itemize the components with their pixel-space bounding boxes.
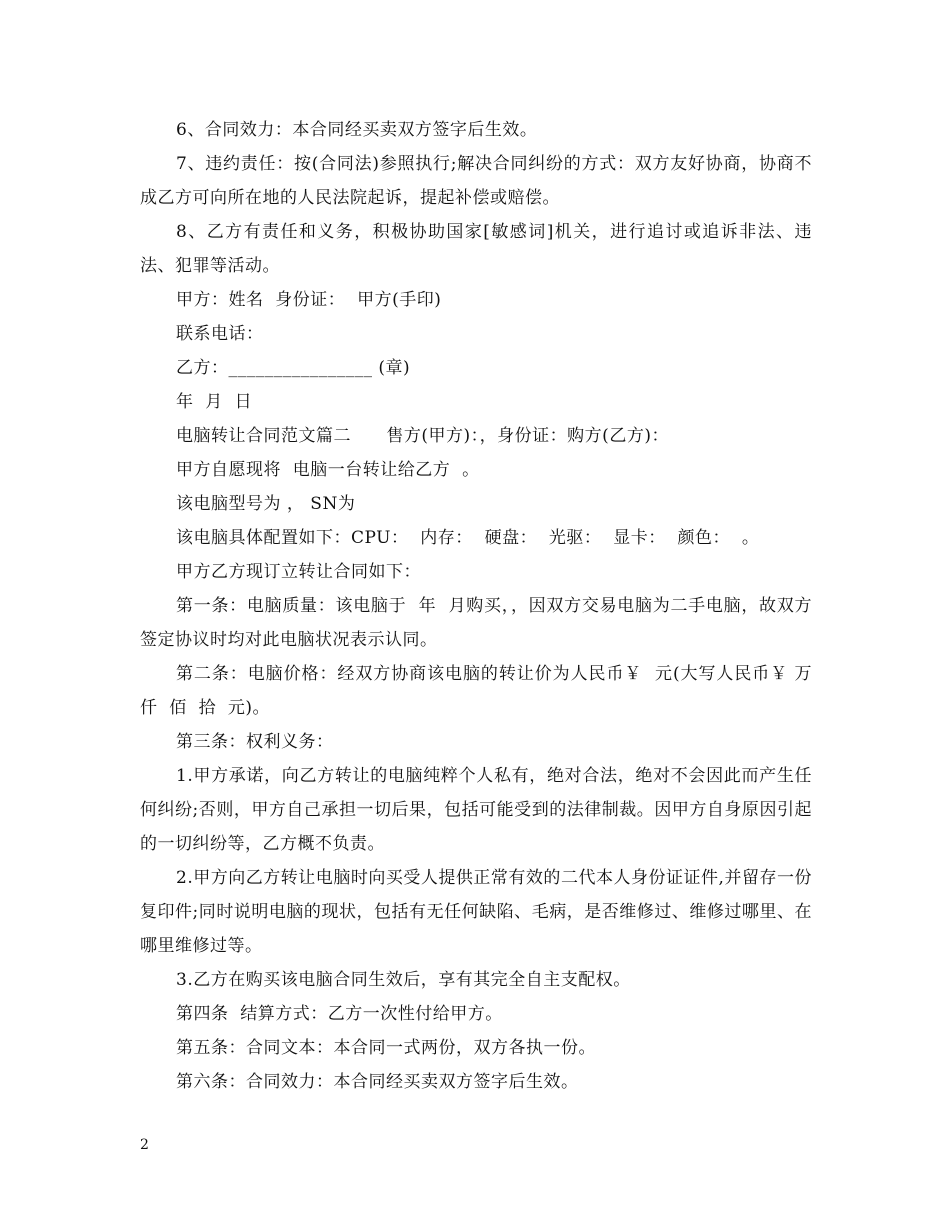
page-number: 2 [140, 1137, 149, 1153]
paragraph-rights-item-2: 2.甲方向乙方转让电脑时向买受人提供正常有效的二代本人身份证证件,并留存一份复印件;同时说明电脑的现状，包括有无任何缺陷、毛病，是否维修过、维修过哪里、在哪里维修过等。 [140, 868, 812, 956]
paragraph-clause-7-liability: 7、违约责任：按(合同法)参照执行;解决合同纠纷的方式：双方友好协商，协商不成乙方可向所在地的人民法院起诉，提起补偿或赔偿。 [140, 154, 812, 208]
paragraph-section-two-header: 电脑转让合同范文篇二 售方(甲方)：，身份证：购方(乙方)： [176, 426, 669, 446]
paragraph-article-6-effect: 第六条：合同效力：本合同经买卖双方签字后生效。 [176, 1072, 579, 1092]
paragraph-clause-6-effect: 6、合同效力：本合同经买卖双方签字后生效。 [176, 120, 538, 140]
paragraph-configuration: 该电脑具体配置如下：CPU： 内存： 硬盘： 光驱： 显卡： 颜色： 。 [176, 528, 760, 548]
paragraph-party-b-seal: 乙方：________________ (章) [176, 358, 411, 378]
paragraph-article-5-copies: 第五条：合同文本：本合同一式两份，双方各执一份。 [176, 1038, 596, 1058]
paragraph-rights-item-3: 3.乙方在购买该电脑合同生效后，享有其完全自主支配权。 [176, 970, 631, 990]
paragraph-model-sn: 该电脑型号为 ， SN为 [176, 494, 356, 514]
paragraph-article-1-quality: 第一条：电脑质量：该电脑于 年 月购买，，因双方交易电脑为二手电脑，故双方签定协议时均对此电脑状况表示认同。 [140, 596, 812, 650]
document-body [140, 113, 824, 1099]
paragraph-date: 年 月 日 [176, 392, 253, 412]
paragraph-party-a-signature: 甲方：姓名 身份证： 甲方(手印) [176, 290, 442, 310]
paragraph-contract-intro: 甲方乙方现订立转让合同如下： [176, 562, 421, 582]
paragraph-transfer-statement: 甲方自愿现将 电脑一台转让给乙方 。 [176, 460, 480, 480]
paragraph-article-3-rights: 第三条：权利义务： [176, 732, 334, 752]
paragraph-article-2-price: 第二条：电脑价格：经双方协商该电脑的转让价为人民币￥ 元(大写人民币￥ 万 仟 佰 拾 元)。 [140, 664, 824, 718]
paragraph-article-4-payment: 第四条 结算方式：乙方一次性付给甲方。 [176, 1004, 503, 1024]
paragraph-clause-8-duty: 8、乙方有责任和义务，积极协助国家[敏感词]机关，进行追讨或追诉非法、违法、犯罪等活动。 [140, 222, 812, 276]
paragraph-contact-phone: 联系电话： [176, 324, 264, 344]
paragraph-rights-item-1: 1.甲方承诺，向乙方转让的电脑纯粹个人私有，绝对合法，绝对不会因此而产生任何纠纷;否则，甲方自己承担一切后果，包括可能受到的法律制裁。因甲方自身原因引起的一切纠纷等，乙方概不负责。 [140, 766, 812, 854]
